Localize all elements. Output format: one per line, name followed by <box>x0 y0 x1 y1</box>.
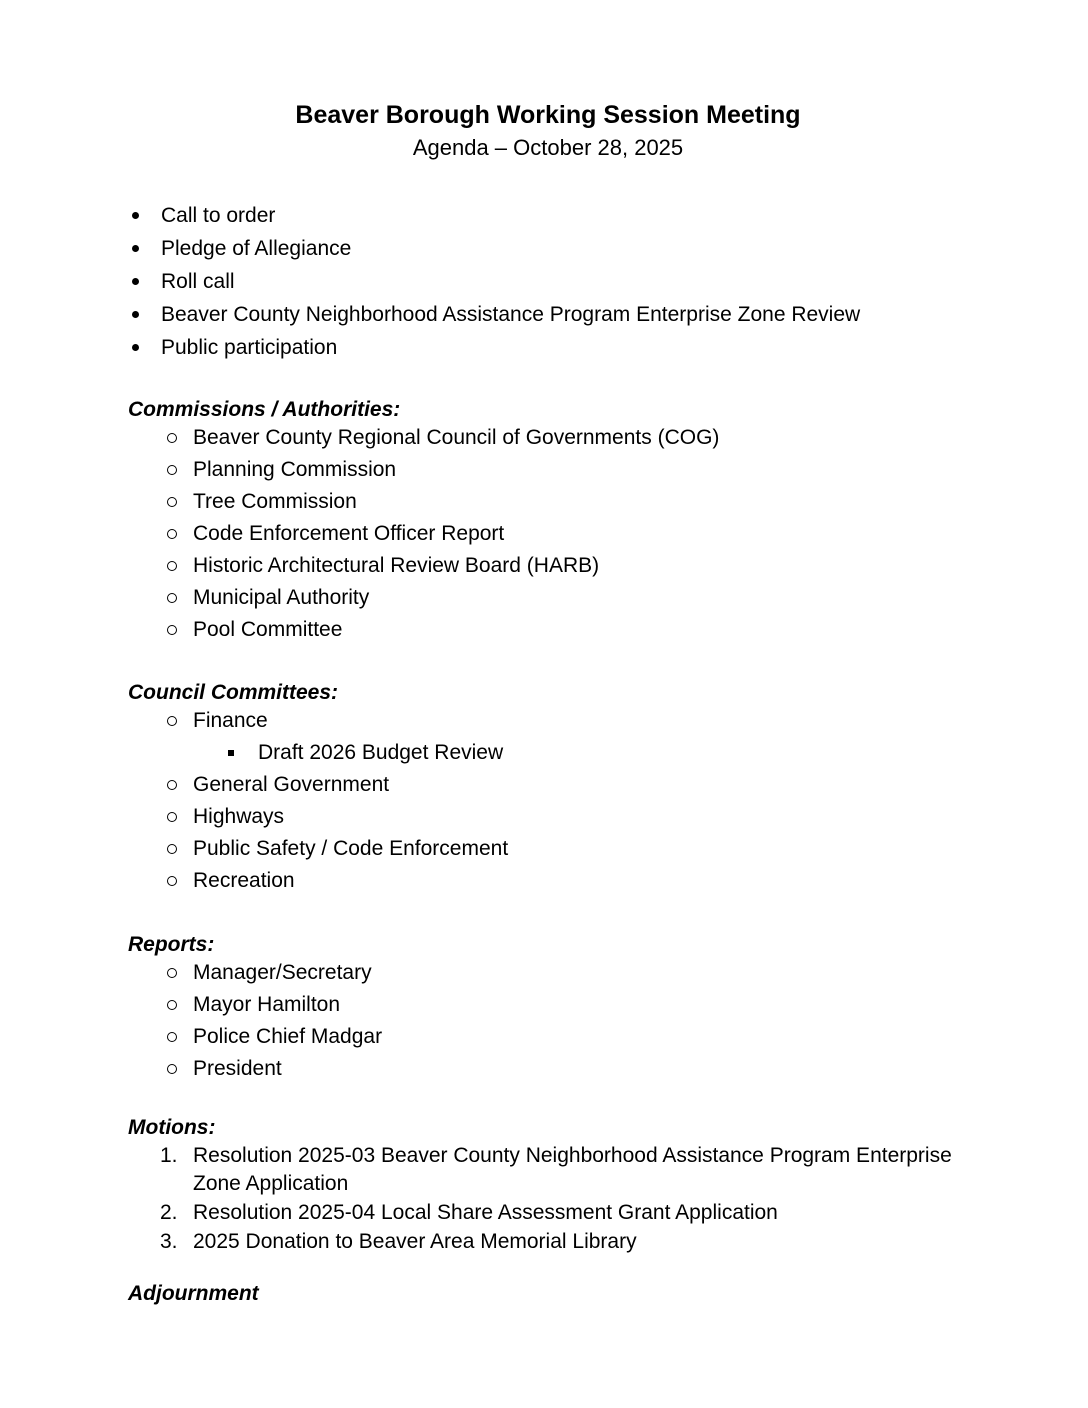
bullet-icon <box>132 344 139 351</box>
list-item <box>128 520 968 548</box>
list-item-label: General Government <box>193 773 390 796</box>
list-item-label: Highways <box>193 805 285 828</box>
circle-bullet-icon <box>167 812 177 822</box>
opening-items-list <box>128 202 968 362</box>
motions-list <box>128 1142 968 1256</box>
list-item-label: Finance <box>193 709 268 732</box>
circle-bullet-icon <box>167 561 177 571</box>
circle-bullet-icon <box>167 465 177 475</box>
bullet-icon <box>132 245 139 252</box>
list-item-label: Public Safety / Code Enforcement <box>193 837 509 860</box>
list-item <box>128 803 968 831</box>
list-item-label: Resolution 2025-04 Local Share Assessment Grant Application <box>193 1201 778 1224</box>
list-item-label: Recreation <box>193 869 295 892</box>
list-item <box>128 1023 968 1051</box>
list-item-number: 2. <box>160 1201 178 1224</box>
list-item <box>128 268 968 296</box>
list-item-label: Roll call <box>161 270 235 293</box>
section-heading-motions: Motions: <box>128 1116 216 1139</box>
list-item-number: 1. <box>160 1144 178 1167</box>
list-item-label: Pool Committee <box>193 618 343 641</box>
list-item <box>128 1228 968 1256</box>
list-item <box>128 202 968 230</box>
council-committees-list <box>128 707 968 895</box>
list-item <box>128 424 968 452</box>
circle-bullet-icon <box>167 1032 177 1042</box>
list-item <box>128 959 968 987</box>
list-item-label: Public participation <box>161 336 338 359</box>
list-item <box>128 301 968 329</box>
list-item <box>128 835 968 863</box>
list-item <box>128 707 968 767</box>
section-heading-adjournment: Adjournment <box>128 1282 259 1305</box>
list-item-label: Planning Commission <box>193 458 397 481</box>
list-item-label: Code Enforcement Officer Report <box>193 522 505 545</box>
circle-bullet-icon <box>167 593 177 603</box>
circle-bullet-icon <box>167 876 177 886</box>
list-item-label: Draft 2026 Budget Review <box>258 741 504 764</box>
list-item <box>128 991 968 1019</box>
list-item <box>128 488 968 516</box>
list-item-label: Municipal Authority <box>193 586 370 609</box>
list-item <box>128 584 968 612</box>
list-item <box>128 1055 968 1083</box>
list-item <box>128 771 968 799</box>
circle-bullet-icon <box>167 433 177 443</box>
circle-bullet-icon <box>167 1064 177 1074</box>
list-item-label: Beaver County Regional Council of Governments (COG) <box>193 426 720 449</box>
list-item-label: Call to order <box>161 204 276 227</box>
finance-sub-list <box>193 739 968 767</box>
section-heading-council-committees: Council Committees: <box>128 681 339 704</box>
list-item-label: President <box>193 1057 282 1080</box>
bullet-icon <box>132 278 139 285</box>
list-item-label: Mayor Hamilton <box>193 993 341 1016</box>
list-item <box>128 1199 968 1227</box>
list-item <box>128 334 968 362</box>
circle-bullet-icon <box>167 968 177 978</box>
list-item <box>128 1142 968 1198</box>
list-item <box>128 456 968 484</box>
bullet-icon <box>132 212 139 219</box>
square-bullet-icon <box>228 750 234 756</box>
circle-bullet-icon <box>167 1000 177 1010</box>
list-item <box>128 867 968 895</box>
list-item-label: Beaver County Neighborhood Assistance Program Enterprise Zone Review <box>161 303 861 326</box>
list-item <box>128 235 968 263</box>
circle-bullet-icon <box>167 625 177 635</box>
section-heading-commissions: Commissions / Authorities: <box>128 398 401 421</box>
list-item <box>128 552 968 580</box>
circle-bullet-icon <box>167 780 177 790</box>
list-item-number: 3. <box>160 1230 178 1253</box>
list-item-label: Historic Architectural Review Board (HARB) <box>193 554 600 577</box>
circle-bullet-icon <box>167 529 177 539</box>
list-item-label: Police Chief Madgar <box>193 1025 383 1048</box>
list-item-label: Resolution 2025-03 Beaver County Neighborhood Assistance Program Enterprise Zone Application <box>193 1144 952 1195</box>
list-item-label: 2025 Donation to Beaver Area Memorial Library <box>193 1230 637 1253</box>
page-subtitle: Agenda – October 28, 2025 <box>412 135 684 160</box>
page-title: Beaver Borough Working Session Meeting <box>295 101 801 129</box>
circle-bullet-icon <box>167 716 177 726</box>
list-item <box>193 739 968 767</box>
list-item-label: Pledge of Allegiance <box>161 237 352 260</box>
bullet-icon <box>132 311 139 318</box>
list-item-label: Tree Commission <box>193 490 357 513</box>
list-item <box>128 616 968 644</box>
circle-bullet-icon <box>167 844 177 854</box>
commissions-list <box>128 424 968 644</box>
list-item-label: Manager/Secretary <box>193 961 372 984</box>
reports-list <box>128 959 968 1083</box>
section-heading-reports: Reports: <box>128 933 215 956</box>
circle-bullet-icon <box>167 497 177 507</box>
